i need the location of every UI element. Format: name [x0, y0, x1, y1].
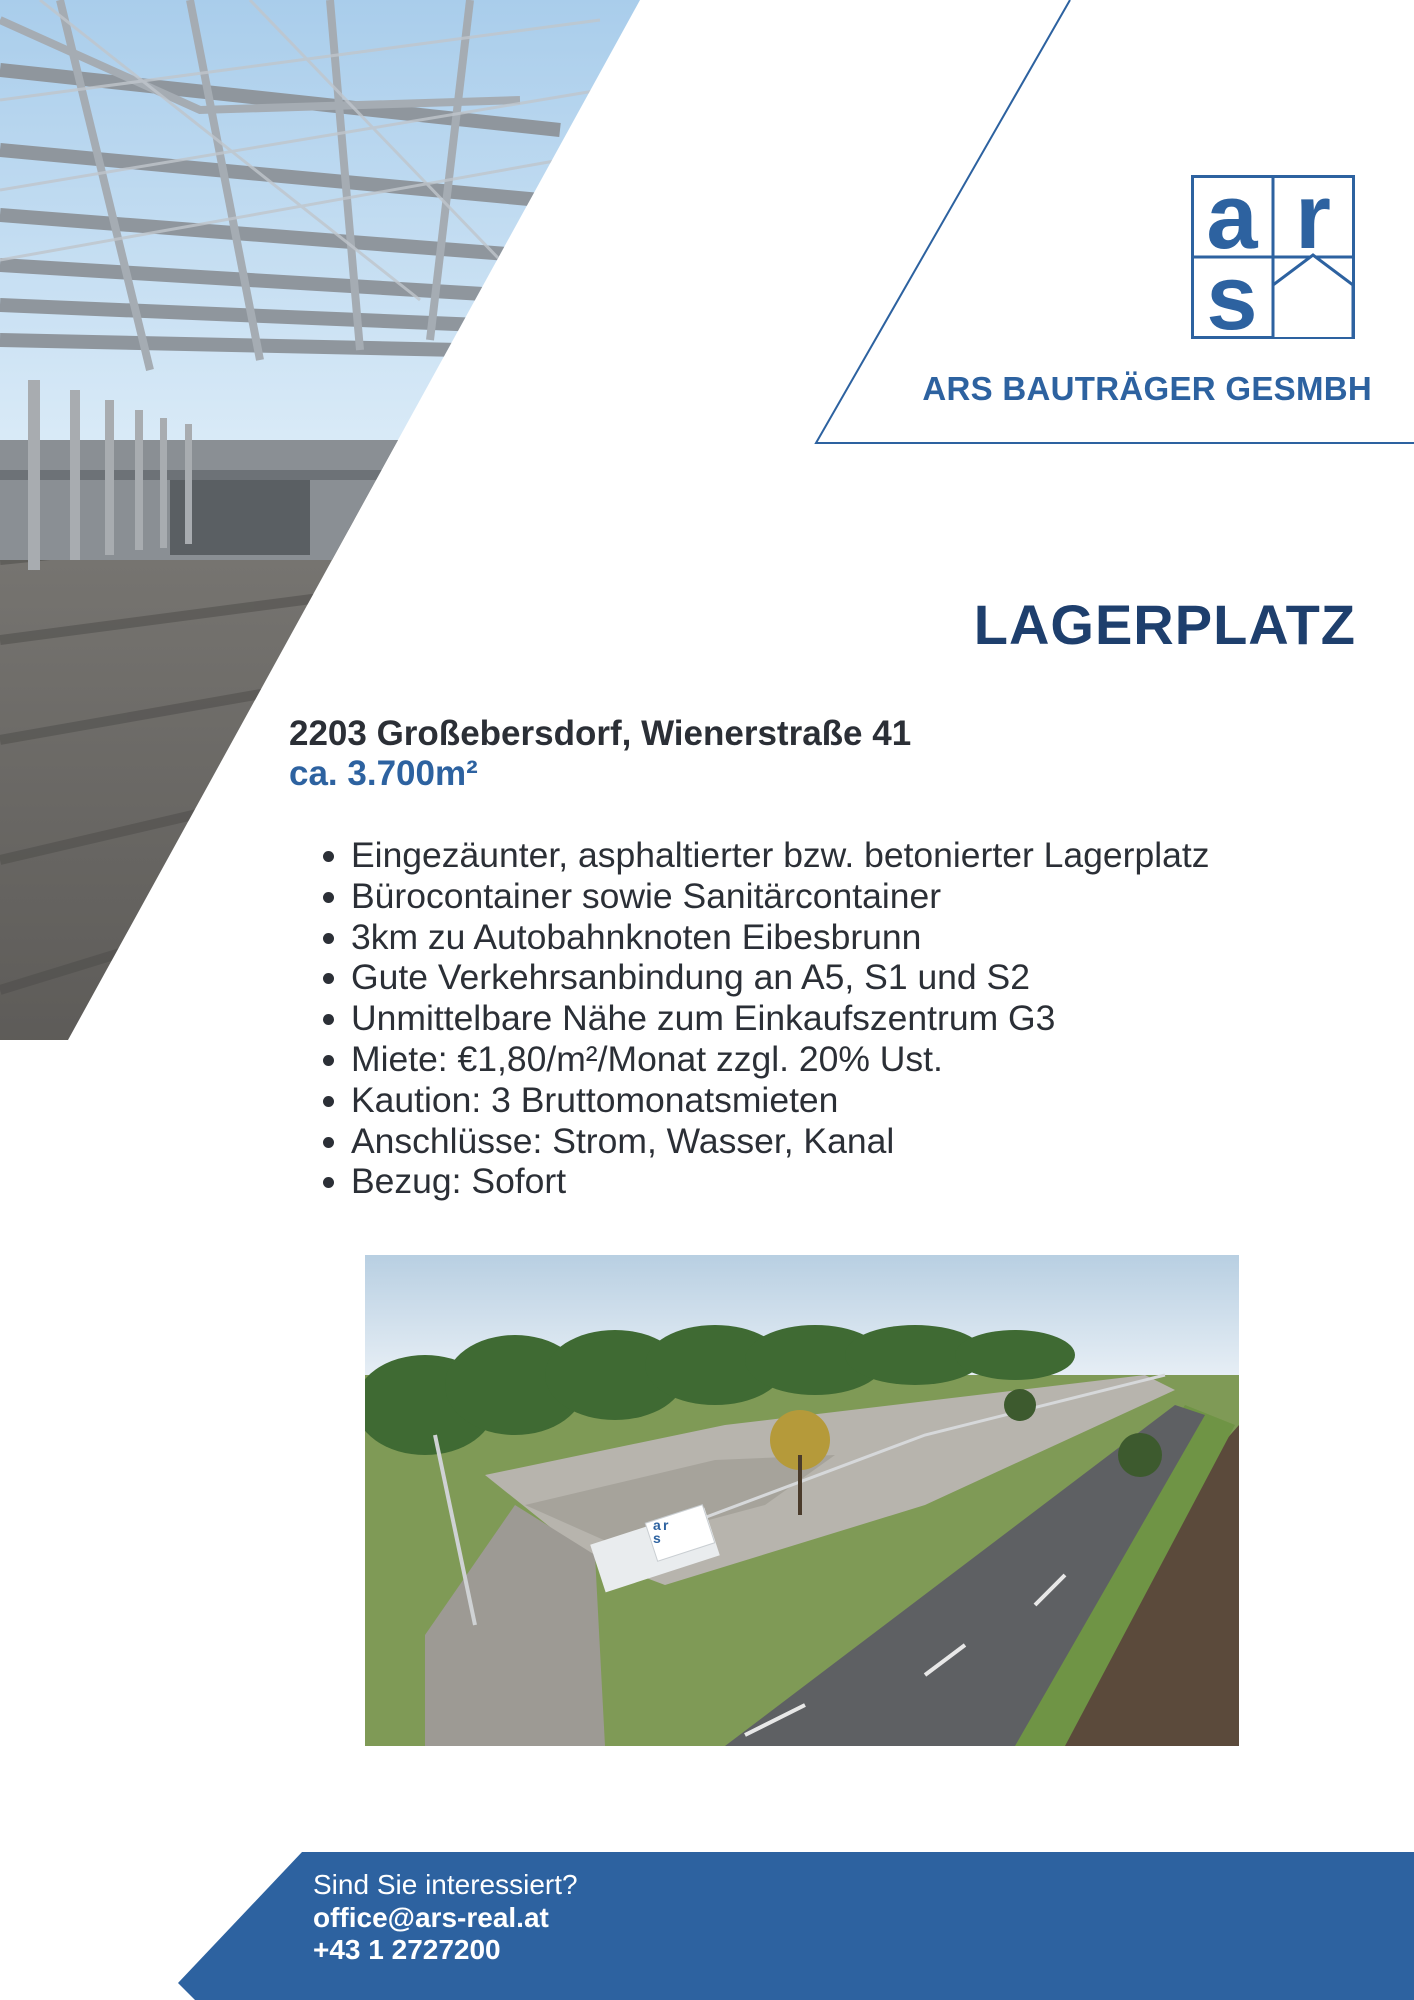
footer-question: Sind Sie interessiert?: [313, 1869, 578, 1900]
company-logo: [1191, 175, 1355, 339]
feature-list: [290, 835, 1209, 1202]
listing-title: LAGERPLATZ: [973, 593, 1356, 656]
logo-letter-s: s: [1206, 247, 1258, 339]
feature-item: • Gute Verkehrsanbindung an A5, S1 und S2: [351, 957, 1209, 998]
site-sign-letter-r: r: [663, 1517, 669, 1533]
listing-address: 2203 Großebersdorf, Wienerstraße 41: [289, 714, 912, 753]
listing-area: ca. 3.700m²: [289, 754, 478, 793]
logo-letter-r: r: [1295, 175, 1331, 268]
site-sign-letter-s: s: [653, 1530, 661, 1546]
feature-item: • 3km zu Autobahnknoten Eibesbrunn: [351, 917, 1209, 958]
footer-band: [0, 1852, 1414, 2000]
feature-item: • Miete: €1,80/m²/Monat zzgl. 20% Ust.: [351, 1039, 1209, 1080]
company-name: ARS BAUTRÄGER GESMBH: [922, 370, 1372, 407]
feature-item: • Kaution: 3 Bruttomonatsmieten: [351, 1080, 1209, 1121]
feature-item: • Eingezäunter, asphaltierter bzw. betonierter Lagerplatz: [351, 835, 1209, 876]
footer-phone[interactable]: +43 1 2727200: [313, 1934, 501, 1965]
site-sign-letter-a: a: [653, 1517, 661, 1533]
feature-item: • Anschlüsse: Strom, Wasser, Kanal: [351, 1121, 1209, 1162]
logo-letter-a: a: [1206, 175, 1258, 268]
footer-email[interactable]: office@ars-real.at: [313, 1901, 549, 1933]
feature-item: • Bürocontainer sowie Sanitärcontainer: [351, 876, 1209, 917]
aerial-site-photo: [365, 1255, 1239, 1746]
feature-item: • Bezug: Sofort: [351, 1161, 1209, 1202]
footer-contact: [313, 1869, 578, 1967]
feature-item: • Unmittelbare Nähe zum Einkaufszentrum G3: [351, 998, 1209, 1039]
